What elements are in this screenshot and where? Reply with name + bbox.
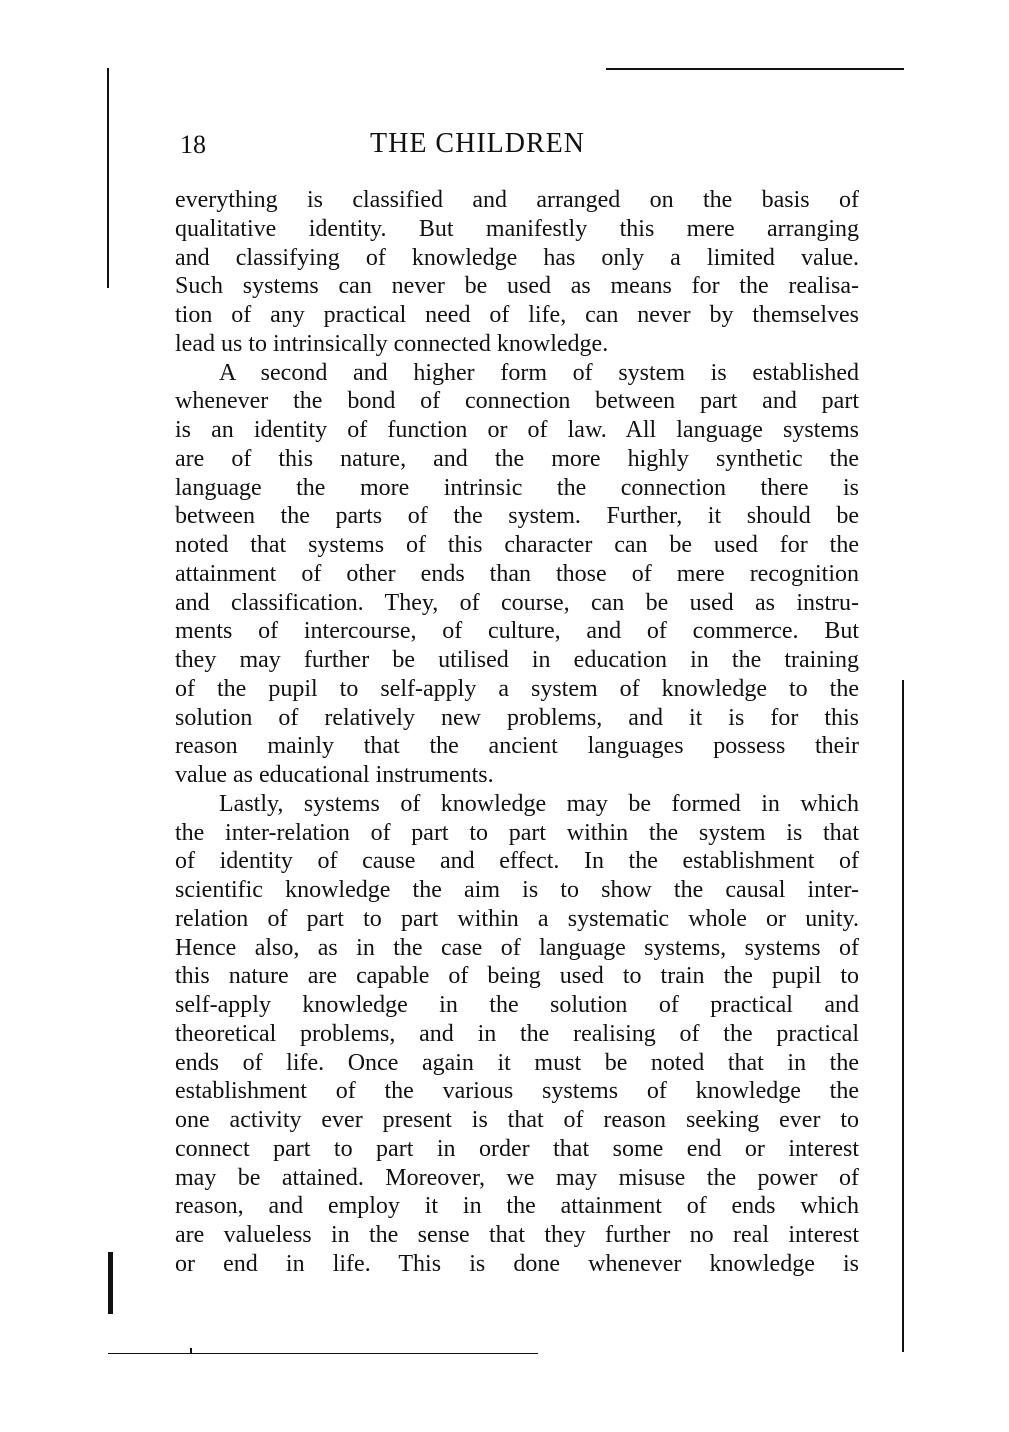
text-line: the inter-relation of part to part within the system is that: [175, 819, 859, 846]
text-line: between the parts of the system. Further, it should be: [175, 503, 859, 530]
text-line: of the pupil to self-apply a system of knowledge to the: [175, 675, 859, 702]
page-number: 18: [180, 130, 206, 159]
paragraph: [175, 790, 859, 1279]
text-line: relation of part to part within a systematic whole or unity.: [175, 905, 859, 932]
text-line: ends of life. Once again it must be noted that in the: [175, 1049, 859, 1076]
text-line: they may further be utilised in education in the training: [175, 647, 859, 673]
text-line: A second and higher form of system is established: [219, 359, 859, 386]
text-line: tion of any practical need of life, can never by themselves: [175, 302, 859, 328]
text-line: Lastly, systems of knowledge may be formed in which: [219, 790, 859, 817]
text-line: connect part to part in order that some end or interest: [175, 1135, 859, 1162]
text-line: and classifying of knowledge has only a limited value.: [175, 244, 859, 271]
scan-border-right: [902, 680, 904, 1352]
text-line: language the more intrinsic the connection there is: [175, 474, 859, 501]
text-line: or end in life. This is done whenever knowledge is: [175, 1250, 859, 1277]
text-line: lead us to intrinsically connected knowledge.: [175, 330, 609, 357]
scan-mark-bottom: [190, 1348, 192, 1354]
scan-border-left: [107, 68, 109, 288]
scan-mark-left: [108, 1252, 113, 1314]
text-line: scientific knowledge the aim is to show the causal inter-: [175, 877, 859, 903]
text-line: reason, and employ it in the attainment of ends which: [175, 1193, 859, 1220]
text-line: solution of relatively new problems, and it is for this: [175, 704, 859, 731]
text-line: establishment of the various systems of knowledge the: [175, 1078, 859, 1105]
text-line: self-apply knowledge in the solution of practical and: [175, 992, 859, 1018]
text-line: Such systems can never be used as means for the realisa-: [175, 273, 859, 300]
scan-border-top-right: [606, 68, 904, 70]
text-line: whenever the bond of connection between part and part: [175, 388, 859, 415]
text-line: value as educational instruments.: [175, 762, 494, 788]
text-line: one activity ever present is that of reason seeking ever to: [175, 1107, 859, 1133]
text-line: attainment of other ends than those of mere recognition: [175, 560, 859, 587]
text-line: ments of intercourse, of culture, and of commerce. But: [175, 618, 859, 645]
text-line: qualitative identity. But manifestly this mere arranging: [175, 215, 859, 242]
paragraph: [175, 359, 859, 790]
running-title: THE CHILDREN: [370, 128, 585, 159]
text-line: Hence also, as in the case of language systems, systems of: [175, 934, 859, 961]
text-line: everything is classified and arranged on the basis of: [175, 187, 859, 213]
text-line: and classification. They, of course, can be used as instru-: [175, 589, 859, 616]
body-text: [175, 186, 859, 1279]
text-line: theoretical problems, and in the realising of the practical: [175, 1020, 859, 1047]
text-line: noted that systems of this character can be used for the: [175, 532, 859, 558]
text-line: reason mainly that the ancient languages possess their: [175, 733, 859, 760]
text-line: are of this nature, and the more highly synthetic the: [175, 445, 859, 472]
text-line: is an identity of function or of law. All language systems: [175, 417, 859, 443]
text-line: may be attained. Moreover, we may misuse the power of: [175, 1164, 859, 1191]
paragraph: [175, 186, 859, 359]
scan-border-bottom: [108, 1353, 538, 1354]
text-line: of identity of cause and effect. In the establishment of: [175, 848, 859, 875]
text-line: are valueless in the sense that they further no real interest: [175, 1222, 859, 1248]
text-line: this nature are capable of being used to train the pupil to: [175, 963, 859, 990]
